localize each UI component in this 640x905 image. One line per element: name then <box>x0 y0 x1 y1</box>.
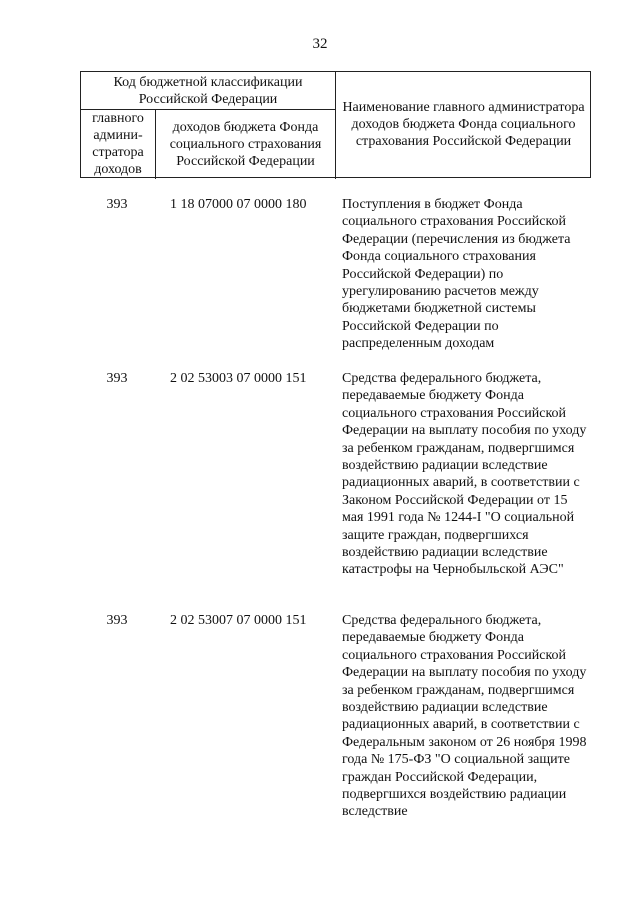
header-name-column: Наименование главного администратора доходов бюджета Фонда социального страхования Российской Федерации <box>342 100 585 149</box>
header-admin-column: главного админи-стратора доходов <box>92 111 144 177</box>
income-code: 2 02 53003 07 0000 151 <box>170 371 307 386</box>
admin-code: 393 <box>106 197 128 212</box>
admin-code: 393 <box>106 613 128 628</box>
income-code: 2 02 53007 07 0000 151 <box>170 613 307 628</box>
administrator-name: Средства федерального бюджета, передаваемые бюджету Фонда социального страхования Российской Федерации на выплату пособия по уходу за ребенком гражданам, подвергшимся воздействию радиации вследствие радиационных аварий, в соответствии с Законом Российской Федерации от 15 мая 1991 года № 1244-I "О социальной защите граждан, подвергшихся воздействию радиации вследствие катастрофы на Чернобыльской АЭС" <box>342 371 587 578</box>
administrator-name: Средства федерального бюджета, передаваемые бюджету Фонда социального страхования Российской Федерации на выплату пособия по уходу за ребенком гражданам, подвергшимся воздействию радиации вследствие радиационных аварий, в соответствии с Федеральным законом от 26 ноября 1998 года № 175-ФЗ "О социальной защите граждан Российской Федерации, подвергшихся воздействию радиации вследствие <box>342 613 587 820</box>
income-code: 1 18 07000 07 0000 180 <box>170 197 307 212</box>
admin-code: 393 <box>106 371 128 386</box>
header-income-column: доходов бюджета Фонда социального страхования Российской Федерации <box>169 119 322 169</box>
administrator-name: Поступления в бюджет Фонда социального страхования Российской Федерации (перечисления из бюджета Фонда социального страхования Российской Федерации) по урегулированию расчетов между бюджетами бюджетной системы Российской Федерации по распределенным доходам <box>342 197 571 352</box>
header-kbk-title: Код бюджетной классификации Российской Федерации <box>113 74 303 107</box>
table-header <box>80 71 591 178</box>
page-number: 32 <box>312 36 328 52</box>
